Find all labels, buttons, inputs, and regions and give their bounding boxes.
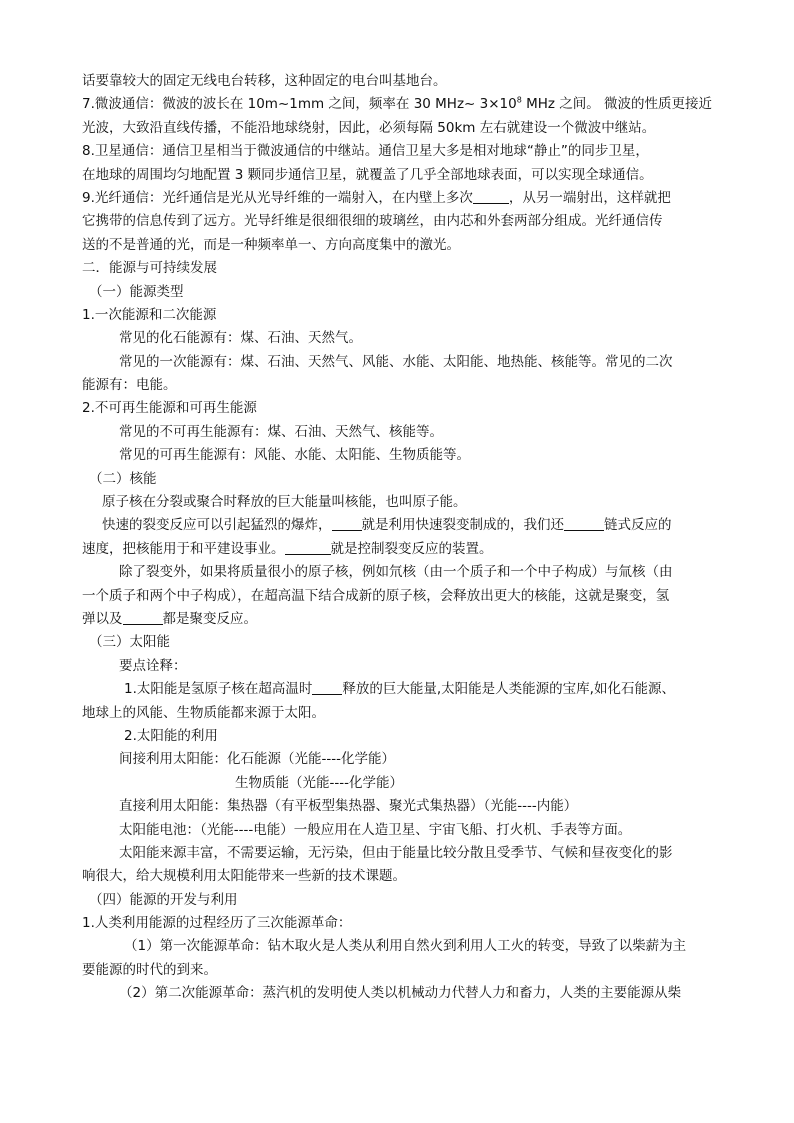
document-body xyxy=(82,70,712,1006)
text-line: 8.卫星通信：通信卫星相当于微波通信的中继站。通信卫星大多是相对地球“静止”的同步卫星， xyxy=(82,143,649,160)
text-line: 在地球的周围均匀地配置 3 颗同步通信卫星，就覆盖了几乎全部地球表面，可以实现全球通信。 xyxy=(82,166,653,183)
fill-blank xyxy=(123,609,163,625)
text-line-microwave: 7.微波通信：微波的波长在 10m~1mm 之间，频率在 30 MHz~ $3\times 10^8$ MHz 之间。 微波的性质更接近 xyxy=(82,95,713,113)
text-line: 地球上的风能、生物质能都来源于太阳。 xyxy=(82,704,325,721)
text-line: 常见的化石能源有：煤、石油、天然气。 xyxy=(119,330,362,347)
text-line-solar: 1.太阳能是氢原子核在超高温时 释放的巨大能量,太阳能是人类能源的宝库,如化石能源、 xyxy=(124,681,675,698)
fill-blank xyxy=(564,515,604,531)
fill-blank xyxy=(473,188,509,204)
item-heading: 2.不可再生能源和可再生能源 xyxy=(82,400,257,417)
subsection-heading: （一）能源类型 xyxy=(89,283,184,300)
text-line: 它携带的信息传到了远方。光导纤维是很细很细的玻璃丝，由内芯和外套两部分组成。光纤通信传 xyxy=(82,213,663,230)
text-line-fusion: 弹以及 都是聚变反应。 xyxy=(82,610,257,627)
text-line: 间接利用太阳能：化石能源（光能----化学能） xyxy=(119,751,395,768)
text-line: 生物质能（光能----化学能） xyxy=(235,774,403,791)
item-heading: 1.人类利用能源的过程经历了三次能源革命： xyxy=(82,915,352,932)
text-line: 一个质子和两个中子构成），在超高温下结合成新的原子核，会释放出更大的核能，这就是聚变，氢 xyxy=(82,587,670,604)
text-line: 响很大，给大规模利用太阳能带来一些新的技术课题。 xyxy=(82,868,406,885)
text-line: 直接利用太阳能：集热器（有平板型集热器、聚光式集热器）（光能----内能） xyxy=(119,798,578,815)
subsection-heading: （二）核能 xyxy=(89,470,157,487)
text-line: 光波，大致沿直线传播，不能沿地球绕射，因此，必须每隔 50km 左右就建设一个微波中继站。 xyxy=(82,119,656,136)
text-line: 话要靠较大的固定无线电台转移，这种固定的电台叫基地台。 xyxy=(82,73,447,89)
text-line-reactor: 速度，把核能用于和平建设事业。 就是控制裂变反应的装置。 xyxy=(82,540,493,557)
text-line: 除了裂变外，如果将质量很小的原子核，例如氘核（由一个质子和一个中子构成）与氚核（由 xyxy=(119,564,673,581)
text-line: 能源有：电能。 xyxy=(82,377,177,394)
text-line: 常见的可再生能源有：风能、水能、太阳能、生物质能等。 xyxy=(119,447,470,464)
text-line: 常见的一次能源有：煤、石油、天然气、风能、水能、太阳能、地热能、核能等。常见的二次 xyxy=(119,353,673,370)
fill-blank xyxy=(332,515,362,531)
fill-blank xyxy=(312,679,342,695)
text-line: 要点诠释： xyxy=(119,657,187,674)
text-line-fission: 快速的裂变反应可以引起猛烈的爆炸， 就是利用快速裂变制成的，我们还 链式反应的 xyxy=(102,517,672,534)
item-heading: 2.太阳能的利用 xyxy=(124,727,218,744)
text-line: 要能源的时代的到来。 xyxy=(82,961,217,978)
text-line: （2）第二次能源革命：蒸汽机的发明使人类以机械动力代替人力和畜力，人类的主要能源从柴 xyxy=(119,985,682,1002)
text-line-fiber: 9.光纤通信：光纤通信是光从光导纤维的一端射入，在内壁上多次 ，从另一端射出，这样就把 xyxy=(82,189,671,206)
text-line: 太阳能来源丰富，不需要运输，无污染，但由于能量比较分散且受季节、气候和昼夜变化的影 xyxy=(119,844,673,861)
fill-blank xyxy=(285,539,331,555)
text-line: 太阳能电池：（光能----电能）一般应用在人造卫星、宇宙飞船、打火机、手表等方面。 xyxy=(119,821,632,838)
subsection-heading: （三）太阳能 xyxy=(89,634,170,651)
exponent: 8 xyxy=(516,95,522,105)
item-heading: 1.一次能源和二次能源 xyxy=(82,306,217,323)
text-line: 常见的不可再生能源有：煤、石油、天然气、核能等。 xyxy=(119,423,443,440)
section-heading: 二．能源与可持续发展 xyxy=(82,260,217,277)
subsection-heading: （四）能源的开发与利用 xyxy=(89,891,238,908)
text-line: 原子核在分裂或聚合时释放的巨大能量叫核能，也叫原子能。 xyxy=(102,494,467,511)
text-line: 送的不是普通的光，而是一种频率单一、方向高度集中的激光。 xyxy=(82,236,460,253)
text-line: （1）第一次能源革命：钻木取火是人类从利用自然火到利用人工火的转变，导致了以柴薪为主 xyxy=(124,938,687,955)
